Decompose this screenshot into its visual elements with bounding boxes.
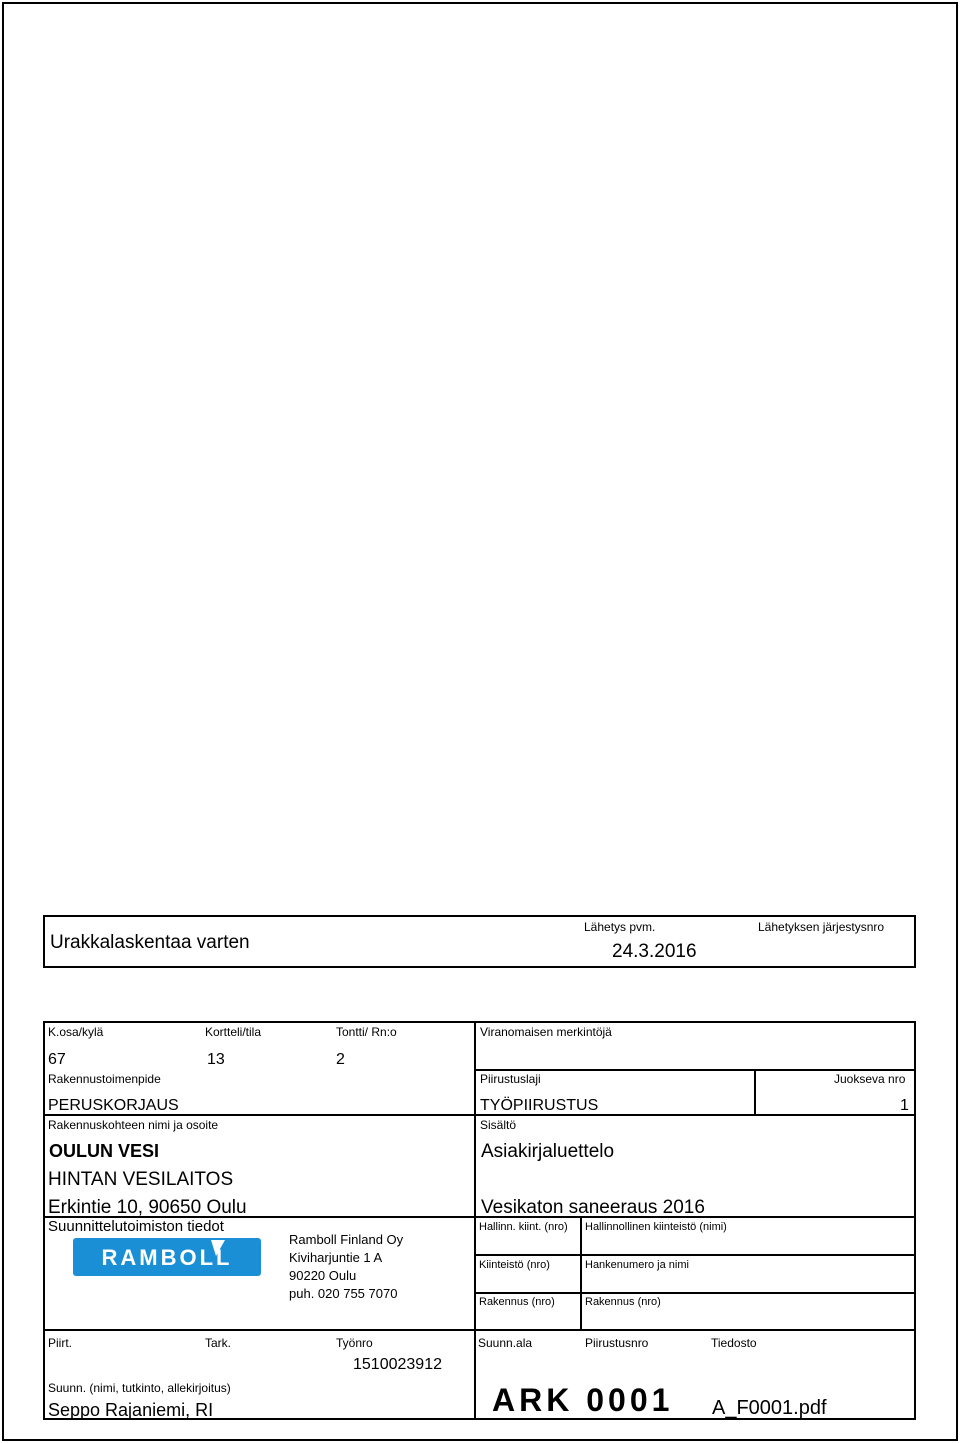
discipline-label: Suunn.ala: [478, 1336, 533, 1350]
estate-label: Kiinteistö (nro): [479, 1259, 550, 1271]
district-label: K.osa/kylä: [48, 1025, 104, 1039]
divider: [754, 1069, 756, 1115]
drawing-no-label: Piirustusnro: [585, 1336, 649, 1350]
divider: [474, 1254, 916, 1256]
drawing-type-value: TYÖPIIRUSTUS: [480, 1097, 599, 1114]
contents-subtitle: Vesikaton saneeraus 2016: [481, 1197, 705, 1218]
checked-label: Tark.: [205, 1336, 232, 1350]
site-name: HINTAN VESILAITOS: [48, 1169, 234, 1190]
serial-label: Juokseva nro: [834, 1072, 906, 1086]
drawing-type-label: Piirustuslaji: [480, 1072, 541, 1086]
project-label: Rakennuskohteen nimi ja osoite: [48, 1118, 219, 1132]
divider: [580, 1216, 582, 1330]
divider: [43, 1329, 916, 1331]
serial-value: 1: [900, 1097, 909, 1114]
divider: [43, 1114, 916, 1116]
send-date-value: 24.3.2016: [612, 941, 697, 962]
drawn-label: Piirt.: [48, 1336, 72, 1350]
project-no-label: Hankenumero ja nimi: [585, 1259, 689, 1271]
divider: [474, 1292, 916, 1294]
admin-property-no-label: Hallinn. kiint. (nro): [479, 1221, 568, 1233]
designer-label: Suunn. (nimi, tutkinto, allekirjoitus): [48, 1381, 231, 1395]
building-no-label: Rakennus (nro): [479, 1296, 555, 1308]
block-value: 13: [207, 1051, 225, 1068]
divider: [474, 1329, 476, 1420]
contents-title: Asiakirjaluettelo: [481, 1141, 615, 1162]
purpose-text: Urakkalaskentaa varten: [50, 932, 250, 953]
site-address: Erkintie 10, 90650 Oulu: [48, 1197, 247, 1218]
office-street: Kiviharjuntie 1 A: [289, 1250, 383, 1265]
plot-value: 2: [336, 1051, 345, 1068]
district-value: 67: [48, 1051, 66, 1068]
contents-label: Sisältö: [480, 1118, 517, 1132]
plot-label: Tontti/ Rn:o: [336, 1025, 397, 1039]
block-label: Kortteli/tila: [205, 1025, 262, 1039]
office-phone: puh. 020 755 7070: [289, 1286, 398, 1301]
measure-label: Rakennustoimenpide: [48, 1072, 161, 1086]
office-name: Ramboll Finland Oy: [289, 1232, 404, 1247]
designer-name: Seppo Rajaniemi, RI: [48, 1400, 214, 1420]
office-city: 90220 Oulu: [289, 1268, 357, 1283]
send-date-label: Lähetys pvm.: [584, 920, 656, 934]
file-name: A_F0001.pdf: [712, 1397, 827, 1419]
client-name: OULUN VESI: [49, 1141, 160, 1161]
work-no-label: Työnro: [336, 1336, 373, 1350]
building-name-label: Rakennus (nro): [585, 1296, 661, 1308]
divider: [474, 1021, 476, 1330]
admin-property-name-label: Hallinnollinen kiinteistö (nimi): [585, 1221, 727, 1233]
divider: [474, 1069, 916, 1071]
ramboll-logo: [73, 1238, 261, 1276]
work-no-value: 1510023912: [353, 1356, 442, 1373]
send-seq-label: Lähetyksen järjestysnro: [758, 920, 885, 934]
file-label: Tiedosto: [711, 1336, 757, 1350]
logo-text: RAMBOLL: [101, 1245, 233, 1270]
office-label: Suunnittelutoimiston tiedot: [48, 1218, 224, 1235]
authority-label: Viranomaisen merkintöjä: [480, 1025, 612, 1039]
measure-value: PERUSKORJAUS: [48, 1097, 179, 1114]
drawing-code: ARK 0001: [492, 1382, 674, 1418]
admin-property-no-cell: [476, 1219, 579, 1235]
